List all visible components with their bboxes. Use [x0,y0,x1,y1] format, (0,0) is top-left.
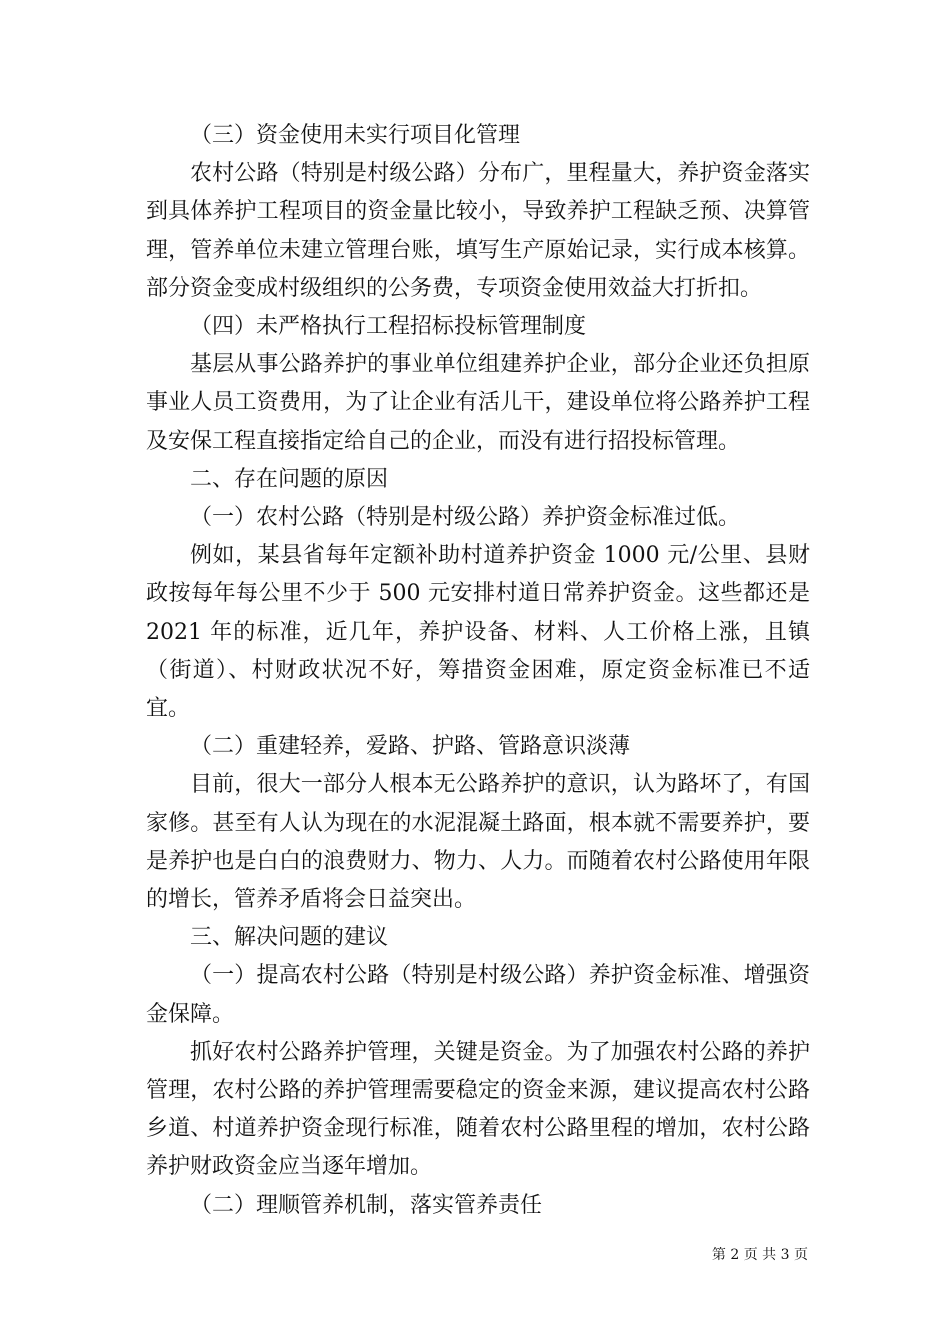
document-body [146,117,810,1225]
heading-section-4: （四）未严格执行工程招标投标管理制度 [190,314,587,340]
paragraph: 目前，很大一部分人根本无公路养护的意识，认为路坏了，有国家修。甚至有人认为现在的水泥混凝土路面，根本就不需要养护，要是养护也是白白的浪费财力、物力、人力。而随着农村公路使用年限的增长，管养矛盾将会日益突出。 [146,772,810,913]
paragraph: 例如，某县省每年定额补助村道养护资金 1000 元/公里、县财政按每年每公里不少于 500 元安排村道日常养护资金。这些都还是 2021 年的标准，近几年，养护设备、材料、人工价格上涨，且镇（街道）、村财政状况不好，筹措资金困难，原定资金标准已不适宜。 [146,543,810,722]
paragraph: 农村公路（特别是村级公路）分布广，里程量大，养护资金落实到具体养护工程项目的资金量比较小，导致养护工程缺乏预、决算管理，管养单位未建立管理台账，填写生产原始记录，实行成本核算。部分资金变成村级组织的公务费，专项资金使用效益大打折扣。 [146,161,810,301]
paragraph: 抓好农村公路养护管理，关键是资金。为了加强农村公路的养护管理，农村公路的养护管理需要稳定的资金来源，建议提高农村公路乡道、村道养护资金现行标准，随着农村公路里程的增加，农村公路养护财政资金应当逐年增加。 [146,1039,810,1180]
heading-section-3: （三）资金使用未实行项目化管理 [190,123,521,148]
heading-section-1b: （一）提高农村公路（特别是村级公路）养护资金标准、增强资金保障。 [146,963,810,1027]
heading-part-3: 三、解决问题的建议 [190,925,389,951]
heading-part-2: 二、存在问题的原因 [190,466,389,492]
heading-section-1: （一）农村公路（特别是村级公路）养护资金标准过低。 [190,505,741,531]
heading-section-2b: （二）理顺管养机制，落实管养责任 [190,1192,543,1218]
heading-section-2: （二）重建轻养，爱路、护路、管路意识淡薄 [190,734,631,760]
paragraph: 基层从事公路养护的事业单位组建养护企业，部分企业还负担原事业人员工资费用，为了让企业有活儿干，建设单位将公路养护工程及安保工程直接指定给自己的企业，而没有进行招投标管理。 [146,352,810,454]
page-number: 第 2 页 共 3 页 [711,1247,808,1263]
